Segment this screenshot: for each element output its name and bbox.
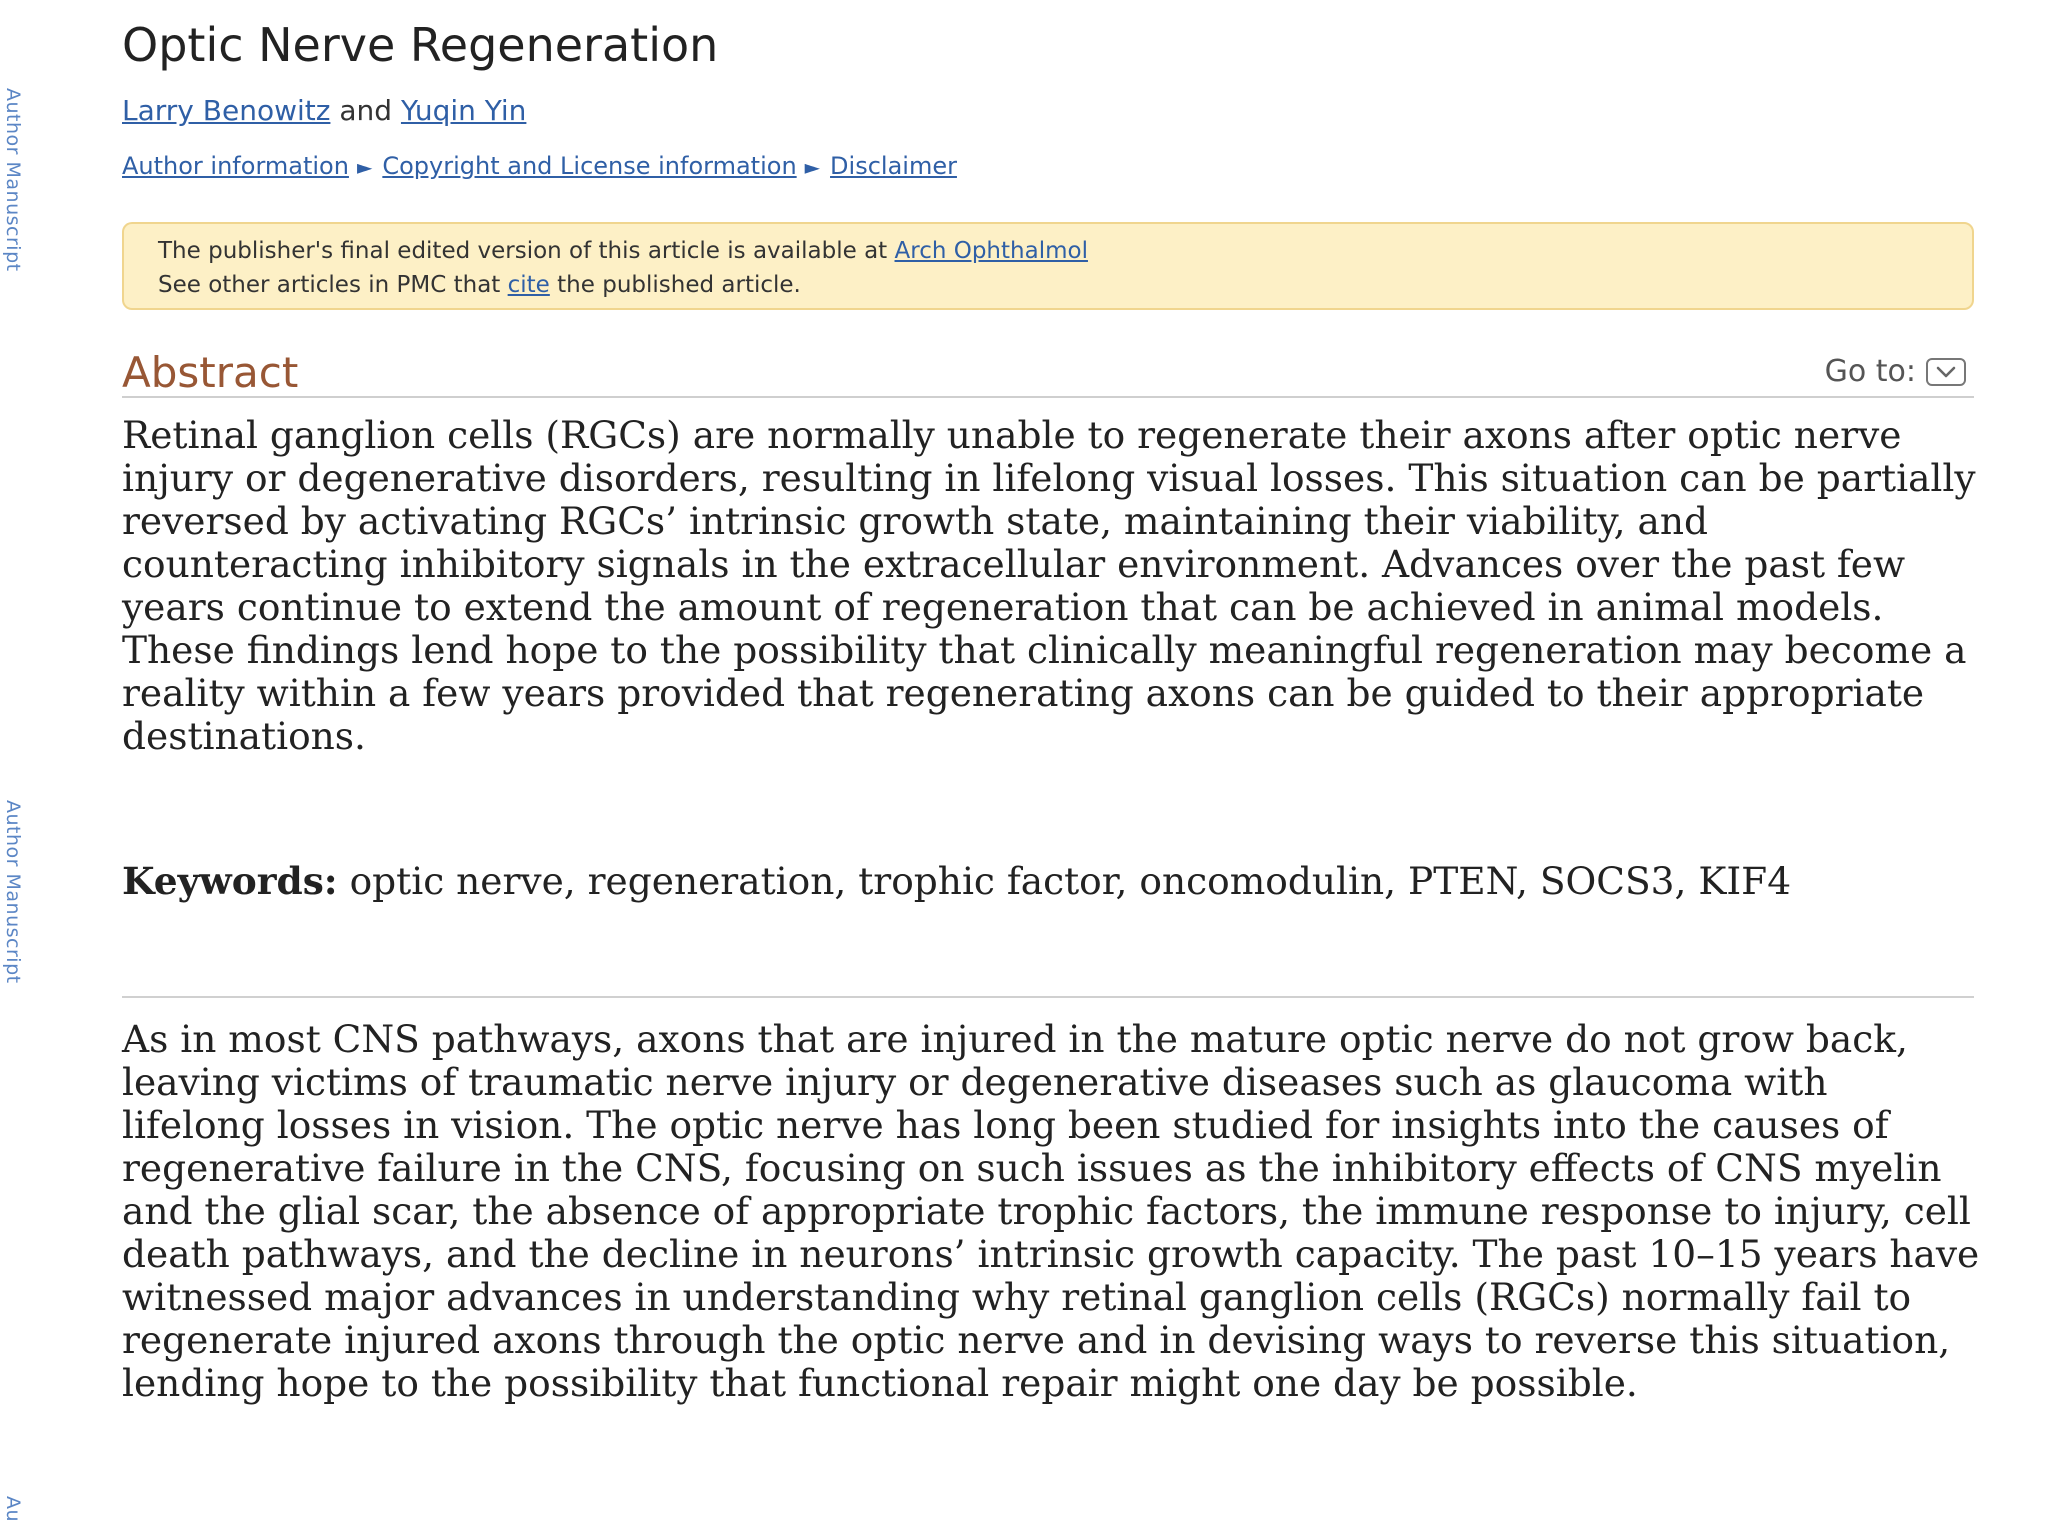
- author-conjunction: and: [339, 94, 393, 127]
- chevron-down-icon[interactable]: [1926, 358, 1966, 386]
- disclaimer-link[interactable]: Disclaimer: [830, 152, 957, 180]
- copyright-license-link[interactable]: Copyright and License information: [382, 152, 797, 180]
- section-divider: [122, 996, 1974, 998]
- keywords-label: Keywords:: [122, 859, 338, 903]
- go-to-label: Go to:: [1824, 354, 1916, 389]
- article-title: Optic Nerve Regeneration: [122, 18, 719, 72]
- author-list: [122, 94, 526, 127]
- sidebar-author-manuscript-label[interactable]: Author Manuscript: [2, 88, 24, 272]
- expand-triangle-icon[interactable]: ►: [356, 155, 373, 179]
- keywords-paragraph: [122, 860, 1982, 903]
- journal-link[interactable]: Arch Ophthalmol: [894, 238, 1088, 264]
- intro-paragraph: As in most CNS pathways, axons that are injured in the mature optic nerve do not grow back, leaving victims of traumatic nerve injury or degenerative diseases such as glaucoma with lifelong losses in vision. The optic nerve has long been studied for insights into the causes of regenerative failure in the CNS, focusing on such issues as the inhibitory effects of CNS myelin and the glial scar, the absence of appropriate trophic factors, the immune response to injury, cell death pathways, and the decline in neurons’ intrinsic growth capacity. The past 10–15 years have witnessed major advances in understanding why retinal ganglion cells (RGCs) normally fail to regenerate injured axons through the optic nerve and in devising ways to reverse this situation, lending hope to the possibility that functional repair might one day be possible.: [122, 1017, 1980, 1405]
- go-to-menu[interactable]: [1825, 354, 1966, 389]
- citing-articles-line: [158, 268, 1938, 302]
- keywords-list: optic nerve, regeneration, trophic factor, oncomodulin, PTEN, SOCS3, KIF4: [349, 859, 1792, 903]
- notice-text: the published article.: [557, 272, 801, 298]
- abstract-section-header: [122, 348, 1974, 398]
- author-link-benowitz[interactable]: Larry Benowitz: [122, 94, 331, 127]
- cite-link[interactable]: cite: [507, 272, 550, 298]
- sidebar-author-manuscript-label[interactable]: Au: [2, 1496, 24, 1523]
- publisher-notice-box: [122, 222, 1974, 310]
- abstract-paragraph: Retinal ganglion cells (RGCs) are normally unable to regenerate their axons after optic nerve injury or degenerative disorders, resulting in lifelong visual losses. This situation can be partially reversed by activating RGCs’ intrinsic growth state, maintaining their viability, and counteracting inhibitory signals in the extracellular environment. Advances over the past few years continue to extend the amount of regeneration that can be achieved in animal models. These findings lend hope to the possibility that clinically meaningful regeneration may become a reality within a few years provided that regenerating axons can be guided to their appropriate destinations.: [122, 413, 1976, 758]
- author-link-yin[interactable]: Yuqin Yin: [400, 94, 527, 127]
- abstract-heading: Abstract: [122, 348, 299, 397]
- publisher-notice-line: [158, 234, 1938, 268]
- expand-triangle-icon[interactable]: ►: [804, 155, 821, 179]
- notice-text: The publisher's final edited version of this article is available at: [158, 238, 888, 264]
- sidebar-author-manuscript-label[interactable]: Author Manuscript: [2, 800, 24, 984]
- article-meta-links: [122, 152, 957, 180]
- author-information-link[interactable]: Author information: [122, 152, 349, 180]
- notice-text: See other articles in PMC that: [158, 272, 501, 298]
